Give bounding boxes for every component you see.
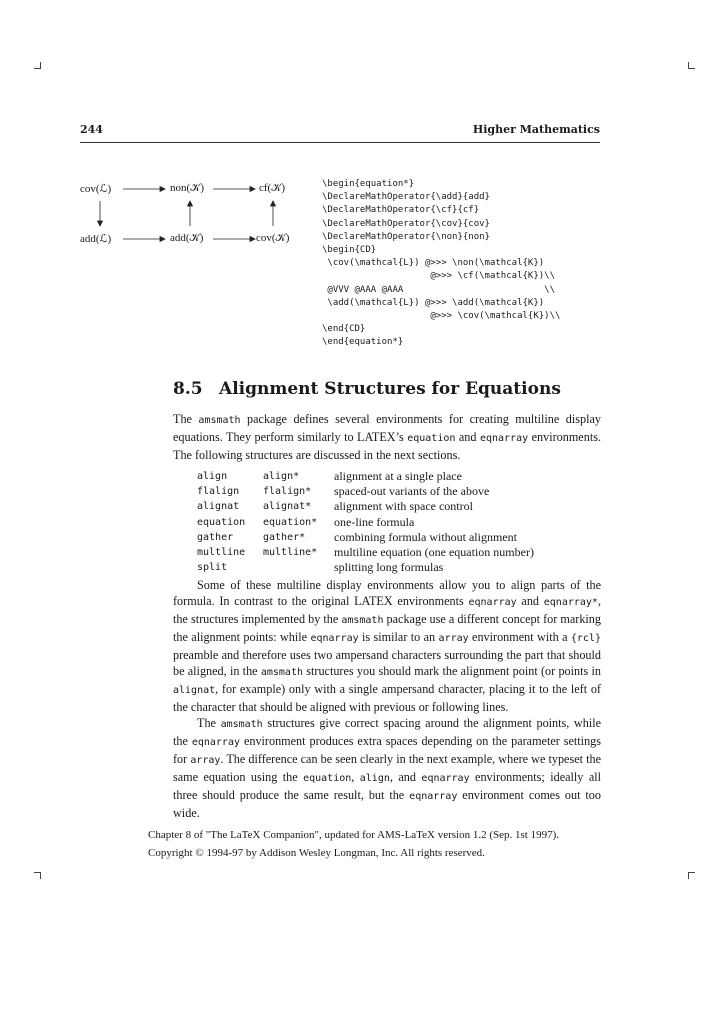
arrowhead-up-mid bbox=[188, 201, 193, 206]
crop-mark-top-left bbox=[34, 62, 41, 69]
commutative-diagram bbox=[80, 176, 310, 256]
section-number: 8.5 bbox=[173, 379, 203, 399]
diagram-node-add-K: add(𝒦) bbox=[170, 232, 204, 244]
diagram-node-cf-K: cf(𝒦) bbox=[259, 182, 286, 194]
arrowhead-up-right bbox=[271, 201, 276, 206]
diagram-source-code: \begin{equation*} \DeclareMathOperator{\add}{add} \DeclareMathOperator{\cf}{cf} \DeclareMathOperator{\cov}{cov} \DeclareMathOperator{\non}{non} \begin{CD} \cov(\mathcal{L}) @>>> \non(\mathcal{K}) @>>> \cf(\mathcal{K})\\ @VVV @AAA @AAA \\ \add(\mathcal{L}) @>>> \add(\mathcal{K}) @>>> \cov(\mathcal{K})\\ \end{CD} \end{equation*} bbox=[322, 179, 561, 348]
diagram-node-cov-K: cov(𝒦) bbox=[256, 232, 290, 244]
section-title: Alignment Structures for Equations bbox=[219, 379, 561, 399]
copyright-footer bbox=[148, 826, 618, 862]
intro-paragraph: The amsmath package defines several environments for creating multiline display equations. They perform similarly to LATEX’s equation and eqnarray environments. The following structures are discussed in the next sections. bbox=[173, 412, 601, 462]
footer-line-copyright: Copyright © 1994-97 by Addison Wesley Longman, Inc. All rights reserved. bbox=[148, 847, 485, 859]
diagram-node-non-K: non(𝒦) bbox=[170, 182, 205, 194]
running-title: Higher Mathematics bbox=[472, 123, 600, 136]
section-heading bbox=[173, 379, 613, 399]
diagram-node-add-L: add(ℒ) bbox=[80, 233, 112, 245]
crop-mark-bottom-left bbox=[34, 872, 41, 879]
diagram-node-cov-L: cov(ℒ) bbox=[80, 183, 112, 195]
header-rule bbox=[80, 142, 600, 143]
arrowhead-bottom-1 bbox=[160, 237, 165, 242]
crop-mark-bottom-right bbox=[688, 872, 695, 879]
crop-mark-top-right bbox=[688, 62, 695, 69]
running-header bbox=[80, 123, 600, 139]
arrowhead-top-1 bbox=[160, 187, 165, 192]
arrowhead-top-2 bbox=[250, 187, 255, 192]
arrowhead-bottom-2 bbox=[250, 237, 255, 242]
arrowhead-down-left bbox=[98, 221, 103, 226]
page-number: 244 bbox=[80, 123, 103, 136]
body-paragraph: Some of these multiline display environments allow you to align parts of the formula. In contrast to the original LATEX environments eqnarray and eqnarray*, the structures implemented by the amsmath package use a different concept for marking the alignment points: while eqnarray is similar to an array environment with a {rcl} preamble and therefore uses two ampersand characters surrounding the part that should be aligned, in the amsmath structures you should mark the alignment point (or points in alignat, for example) only with a single ampersand character, placing it to the left of the character that should be aligned with previous or following lines. The amsmath structures give correct spacing around the alignment points, while the eqnarray environment produces extra spaces depending on the parameter settings for array. The difference can be seen clearly in the next example, where we typeset the same equation using the equation, align, and eqnarray environments; ideally all three should produce the same result, but the eqnarray environment comes out too wide. bbox=[173, 578, 602, 820]
footer-line-chapter: Chapter 8 of "The LaTeX Companion", updated for AMS-LaTeX version 1.2 (Sep. 1st 1997). bbox=[148, 829, 559, 841]
